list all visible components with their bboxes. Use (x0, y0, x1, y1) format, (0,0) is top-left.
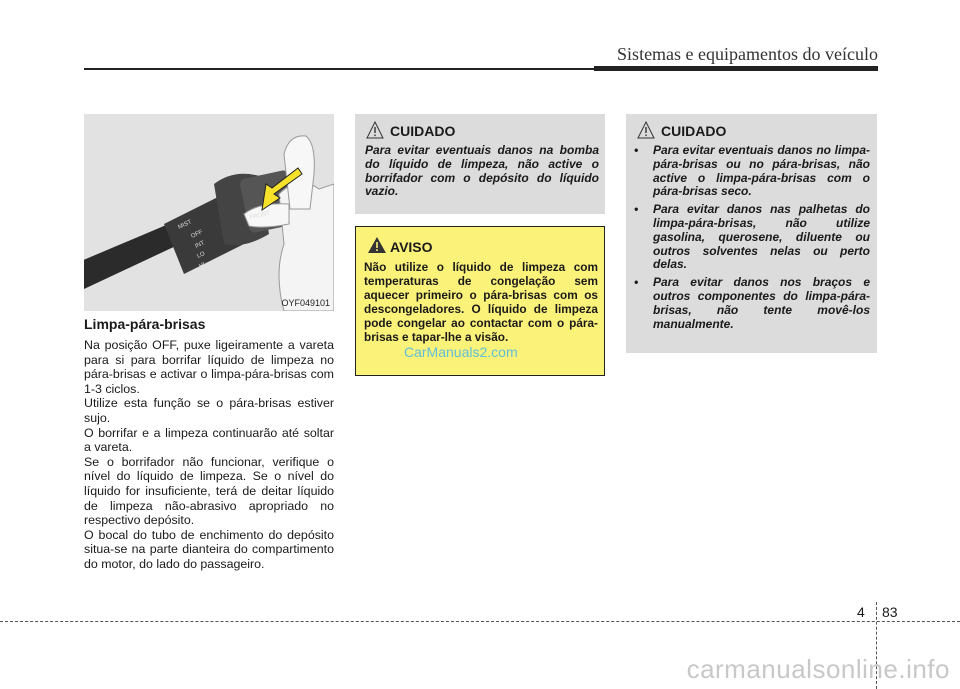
bullet-icon: • (634, 275, 639, 290)
caution-triangle-icon (636, 120, 656, 140)
caution-triangle-icon (365, 120, 385, 140)
caution-item-text: Para evitar danos nos braços e outros componentes do limpa-pára-brisas, não tente movê-los manualmente. (653, 275, 870, 331)
caution-item-text: Para evitar danos nas palhetas do limpa-pára-brisas, não utilize gasolina, querosene, diluente ou outros solventes nelas ou perto delas. (653, 202, 870, 272)
section-title: Limpa-pára-brisas (84, 316, 206, 332)
body-paragraph: Utilize esta função se o pára-brisas estiver sujo. (84, 396, 334, 425)
switch-label-int: INT (194, 240, 206, 250)
header-rule (84, 68, 594, 70)
bullet-icon: • (634, 143, 639, 157)
caution-list (632, 144, 870, 335)
caution-item-text: Para evitar eventuais danos no limpa-pára-brisas ou no pára-brisas, não active o limpa-pára-brisas com o pára-brisas seco. (653, 143, 870, 199)
caution-list-item (632, 144, 870, 199)
switch-label-lo: LO (196, 250, 207, 260)
bullet-icon: • (634, 202, 639, 217)
body-paragraph: Se o borrifador não funcionar, verifique o nível do líquido de limpeza. Se o nível do líquido for insuficiente, terá de deitar líquido de limpeza não-abrasivo apropriado no respectivo depósito. (84, 454, 334, 528)
page-header-title: Sistemas e equipamentos do veículo (617, 44, 878, 64)
caution-box-wipers (626, 114, 877, 353)
switch-label-off: OFF (190, 229, 204, 240)
body-paragraph: O bocal do tubo de enchimento do depósito situa-se na parte dianteira do compartimento do motor, do lado do passageiro. (84, 527, 334, 571)
caution-box-pump (355, 114, 605, 214)
watermark-text: CarManuals2.com (404, 344, 518, 360)
warning-triangle-icon (367, 236, 387, 254)
switch-label-mist: MIST (177, 219, 193, 231)
body-paragraph: Na posição OFF, puxe ligeiramente a vareta para si para borrifar líquido de limpeza no pára-brisas e activar o limpa-pára-brisas com 1-3 ciclos. (84, 338, 334, 396)
header-rule-thick (594, 66, 878, 71)
chapter-number: 4 (857, 604, 865, 620)
caution-title: CUIDADO (661, 123, 727, 139)
warning-title: AVISO (390, 239, 433, 255)
wiper-lever-drawing (84, 114, 334, 311)
caution-list-item (632, 203, 870, 272)
section-body (84, 338, 334, 572)
switch-label-front: FRONT (249, 210, 271, 221)
caution-list-item (632, 276, 870, 331)
wiper-lever-illustration (84, 114, 334, 311)
switch-label-hi: HI (198, 261, 207, 270)
caution-text: Para evitar eventuais danos na bomba do líquido de limpeza, não active o borrifador com o depósito do líquido vazio. (365, 143, 599, 199)
footer-rule (0, 621, 960, 622)
caution-title: CUIDADO (390, 123, 456, 139)
page-number: 83 (882, 604, 898, 620)
body-paragraph: O borrifar e a limpeza continuarão até soltar a vareta. (84, 425, 334, 455)
site-watermark: carmanualsonline.info (686, 654, 950, 684)
figure-caption: OYF049101 (281, 298, 330, 308)
warning-box (355, 226, 605, 376)
warning-text: Não utilize o líquido de limpeza com temperaturas de congelação sem aquecer primeiro o pára-brisas com os descongeladores. O líquido de limpeza pode congelar ao contactar com o pára-brisas e tapar-lhe a visão. (364, 260, 598, 345)
